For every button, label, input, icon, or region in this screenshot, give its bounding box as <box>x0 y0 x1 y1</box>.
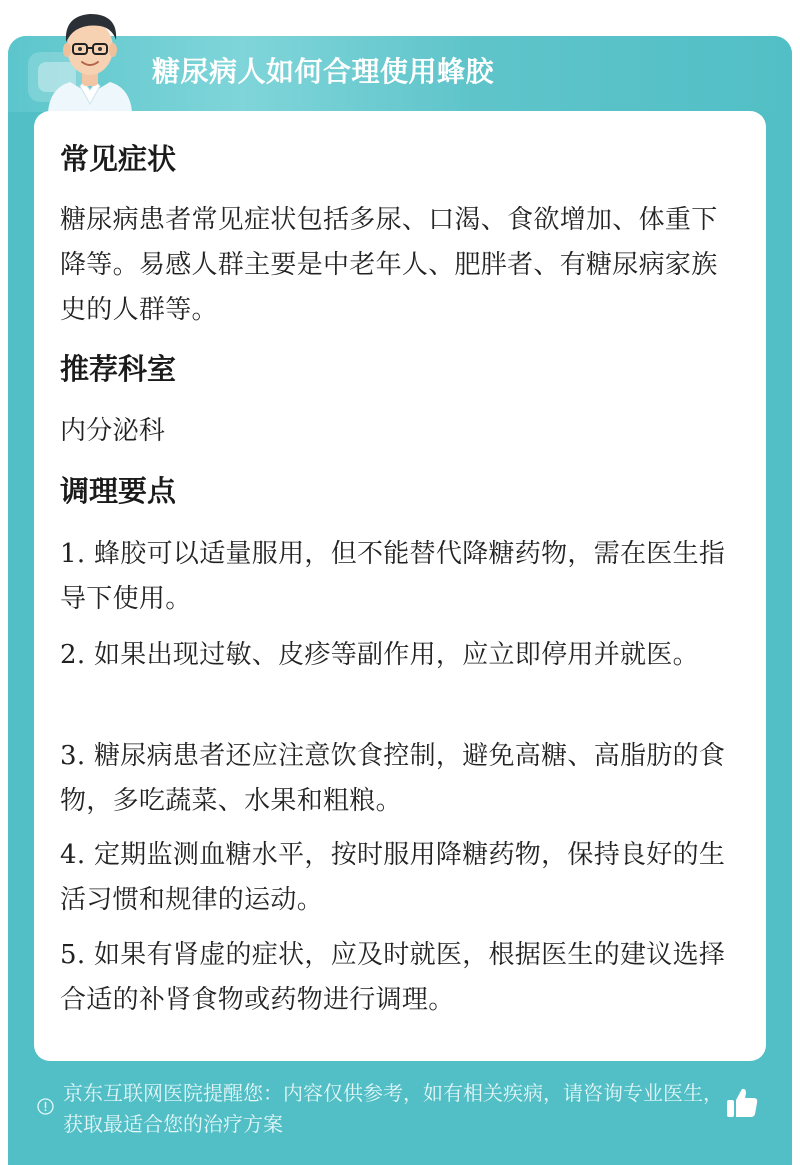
list-item: 3. 糖尿病患者还应注意饮食控制，避免高糖、高脂肪的食物，多吃蔬菜、水果和粗粮。 <box>60 741 726 816</box>
department-text: 内分泌科 <box>60 416 166 446</box>
symptoms-text: 糖尿病患者常见症状包括多尿、口渴、食欲增加、体重下降等。易感人群主要是中老年人、肥胖者、有糖尿病家族史的人群等。 <box>60 205 718 325</box>
section-title-symptoms: 常见症状 <box>60 142 177 176</box>
list-item: 4. 定期监测血糖水平，按时服用降糖药物，保持良好的生活习惯和规律的运动。 <box>60 840 726 915</box>
info-icon <box>37 1098 54 1115</box>
section-title-care: 调理要点 <box>60 474 177 508</box>
list-item: 2. 如果出现过敏、皮疹等副作用，应立即停用并就医。 <box>60 640 699 670</box>
doctor-avatar-icon <box>40 4 140 112</box>
list-item: 5. 如果有肾虚的症状，应及时就医，根据医生的建议选择合适的补肾食物或药物进行调理。 <box>60 940 726 1015</box>
section-title-department: 推荐科室 <box>60 352 177 386</box>
page-title: 糖尿病人如何合理使用蜂胶 <box>152 55 495 88</box>
list-item: 1. 蜂胶可以适量服用，但不能替代降糖药物，需在医生指导下使用。 <box>60 539 726 614</box>
thumbs-up-icon[interactable] <box>724 1085 760 1121</box>
disclaimer-text: 京东互联网医院提醒您：内容仅供参考，如有相关疾病，请咨询专业医生，获取最适合您的治疗方案 <box>63 1081 723 1136</box>
content-card <box>34 111 766 1061</box>
